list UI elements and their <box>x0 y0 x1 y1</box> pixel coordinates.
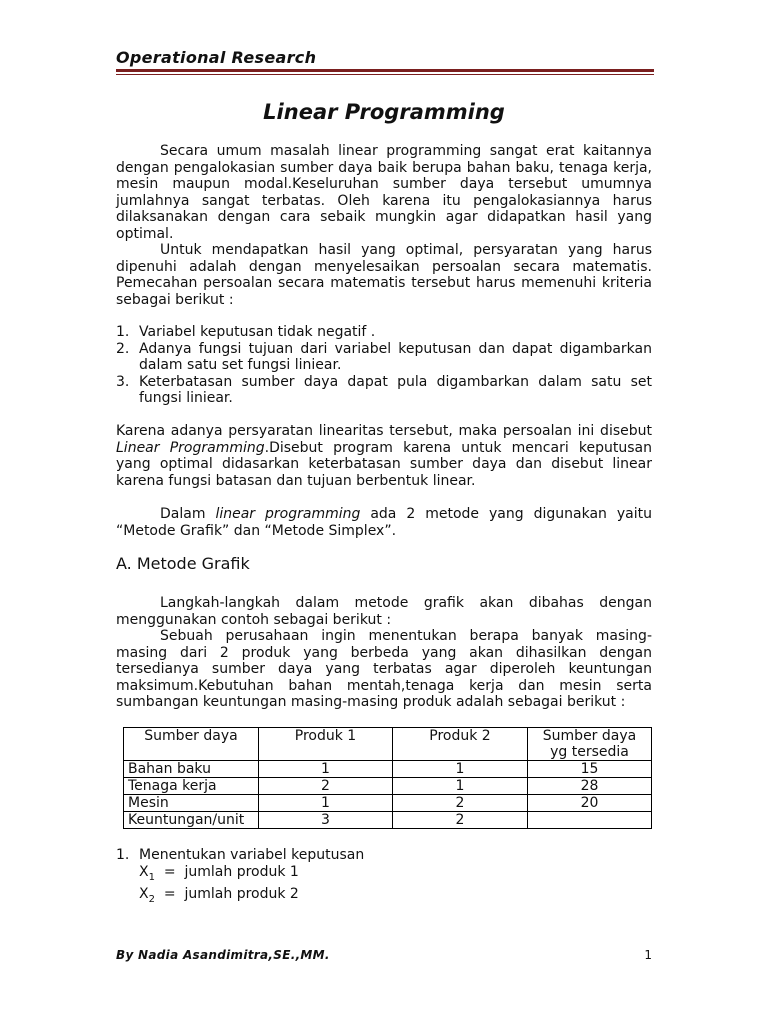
paragraph-5: Langkah-langkah dalam metode grafik akan dibahas dengan menggunakan contoh sebagai berikut : <box>116 595 652 628</box>
table-row <box>124 795 652 812</box>
list-item: 2. Adanya fungsi tujuan dari variabel keputusan dan dapat digambarkan dalam satu set fungsi liniear. <box>116 340 652 373</box>
variable-x2: $X_2$ = jumlah produk 2 <box>139 885 299 905</box>
table-header: Produk 2 <box>393 728 528 761</box>
table-cell: 2 <box>393 795 528 812</box>
table-cell: 2 <box>259 778 393 795</box>
list-item: 1. Variabel keputusan tidak negatif . <box>116 324 376 340</box>
paragraph-2: Untuk mendapatkan hasil yang optimal, persyaratan yang harus dipenuhi adalah dengan menyelesaikan persoalan secara matematis. Pemecahan persoalan secara matematis tersebut harus memenuhi kriteria sebagai berikut : <box>116 242 652 308</box>
table-row <box>124 778 652 795</box>
paragraph-6: Sebuah perusahaan ingin menentukan berapa banyak masing-masing dari 2 produk yang berbeda yang akan dihasilkan dengan tersedianya sumber daya yang terbatas agar diperoleh keuntungan maksimum.Kebutuhan bahan mentah,tenaga kerja dan mesin serta sumbangan keuntungan masing-masing produk adalah sebagai berikut : <box>116 628 652 710</box>
header-rule <box>116 69 654 75</box>
intro-block <box>116 143 652 242</box>
table-cell: 2 <box>393 812 528 829</box>
section-heading-a: A. Metode Grafik <box>116 554 250 573</box>
table-cell: 20 <box>528 795 652 812</box>
method-block <box>116 595 652 711</box>
list-item: 1. Menentukan variabel keputusan <box>116 847 365 863</box>
criteria-list-block <box>116 324 652 407</box>
page-number: 1 <box>644 948 652 962</box>
table-cell: 15 <box>528 761 652 778</box>
table-header: Sumber daya <box>124 728 259 761</box>
paragraph-4-block <box>116 506 652 539</box>
table-header: Produk 1 <box>259 728 393 761</box>
table-cell: Mesin <box>124 795 259 812</box>
table-row <box>124 761 652 778</box>
list-item: 3. Keterbatasan sumber daya dapat pula digambarkan dalam satu set fungsi liniear. <box>116 373 652 406</box>
footer-author: By Nadia Asandimitra,SE.,MM. <box>116 948 330 962</box>
table-header-row <box>124 728 652 761</box>
variable-x1: $X_1$ = jumlah produk 1 <box>139 863 299 883</box>
table-cell: 1 <box>393 778 528 795</box>
paragraph-3-block <box>116 423 652 489</box>
resource-table <box>123 727 652 829</box>
table-cell: 1 <box>393 761 528 778</box>
paragraph-1: Secara umum masalah linear programming sangat erat kaitannya dengan pengalokasian sumber daya baik berupa bahan baku, tenaga kerja, mesin maupun modal.Keseluruhan sumber daya tersebut umumnya jumlahnya sangat terbatas. Oleh karena itu pengalokasiannya harus dilaksanakan dengan cara sebaik mungkin agar didapatkan hasil yang optimal. <box>116 143 652 242</box>
table-row <box>124 812 652 829</box>
steps-list <box>116 847 652 864</box>
table-cell <box>528 812 652 829</box>
step-block <box>116 847 652 908</box>
table-header: Sumber daya yg tersedia <box>528 728 652 761</box>
header-title: Operational Research <box>116 48 317 67</box>
table-cell: Tenaga kerja <box>124 778 259 795</box>
document-title: Linear Programming <box>263 100 505 124</box>
table-cell: 1 <box>259 795 393 812</box>
table-cell: Keuntungan/unit <box>124 812 259 829</box>
table-cell: 3 <box>259 812 393 829</box>
paragraph-4: Dalam linear programming ada 2 metode yang digunakan yaitu “Metode Grafik” dan “Metode Simplex”. <box>116 506 652 539</box>
paragraph-3: Karena adanya persyaratan linearitas tersebut, maka persoalan ini disebut Linear Programming.Disebut program karena untuk mencari keputusan yang optimal didasarkan keterbatasan sumber daya dan disebut linear karena fungsi batasan dan tujuan berbentuk linear. <box>116 423 653 489</box>
table-cell: 1 <box>259 761 393 778</box>
criteria-list <box>116 324 652 407</box>
variable-definitions <box>139 864 652 909</box>
table-cell: 28 <box>528 778 652 795</box>
criteria-block <box>116 242 652 308</box>
table-cell: Bahan baku <box>124 761 259 778</box>
